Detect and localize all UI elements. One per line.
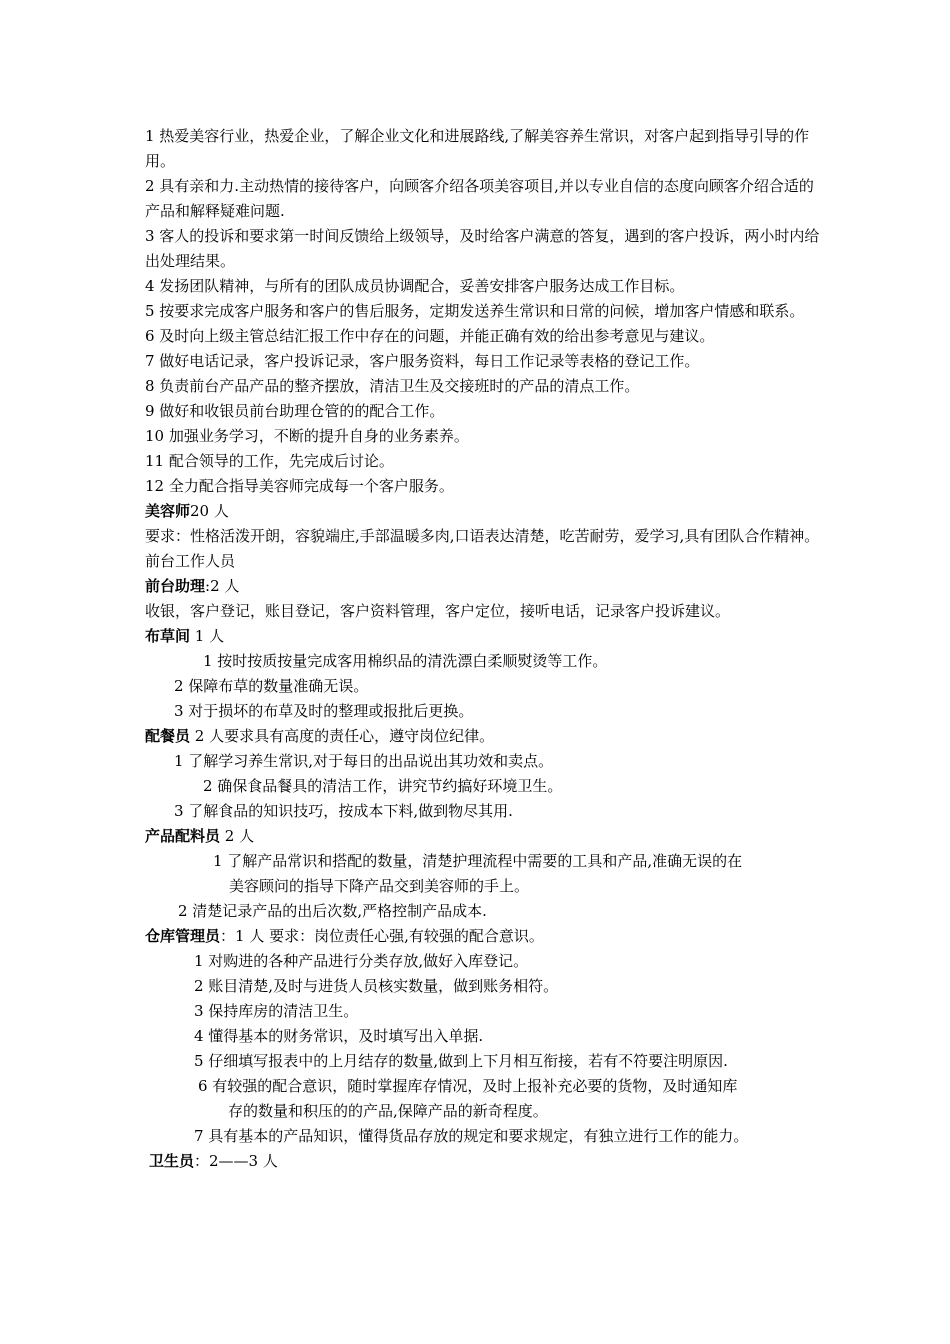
product-item-2: 2 清楚记录产品的出后次数,严格控制产品成本. — [178, 902, 487, 920]
linen-item-3: 3 对于损坏的布草及时的整理或报批后更换。 — [174, 702, 474, 720]
meal-item-2: 2 确保食品餐具的清洁工作，讲究节约搞好环境卫生。 — [203, 777, 563, 795]
warehouse-count: ：1 人 要求：岗位责任心强,有较强的配合意识。 — [220, 927, 544, 945]
duty-item-7: 7 做好电话记录，客户投诉记录，客户服务资料，每日工作记录等表格的登记工作。 — [145, 352, 700, 370]
front-assistant-heading — [145, 574, 825, 599]
warehouse-item-7: 7 具有基本的产品知识，懂得货品存放的规定和要求规定，有独立进行工作的能力。 — [194, 1127, 749, 1145]
duty-item-12: 12 全力配合指导美容师完成每一个客户服务。 — [145, 477, 454, 495]
meal-heading — [145, 724, 825, 749]
warehouse-title: 仓库管理员 — [145, 927, 221, 945]
linen-item-1: 1 按时按质按量完成客用棉织品的清洗漂白柔顺熨烫等工作。 — [203, 652, 608, 670]
duty-item-9: 9 做好和收银员前台助理仓管的的配合工作。 — [145, 402, 445, 420]
beautician-count: 20 人 — [190, 502, 229, 520]
warehouse-item-3: 3 保持库房的清洁卫生。 — [194, 1002, 359, 1020]
linen-heading — [145, 624, 825, 649]
duty-item-11: 11 配合领导的工作，先完成后讨论。 — [145, 452, 394, 470]
beautician-requirement: 要求：性格活泼开朗，容貌端庄,手部温暖多肉,口语表达清楚，吃苦耐劳，爱学习,具有团队合作精神。 — [145, 527, 820, 545]
warehouse-item-4: 4 懂得基本的财务常识，及时填写出入单据. — [194, 1027, 484, 1045]
duty-item-8: 8 负责前台产品产品的整齐摆放，清洁卫生及交接班时的产品的清点工作。 — [145, 377, 640, 395]
beautician-title: 美容师 — [145, 502, 191, 520]
duty-item-2: 2 具有亲和力.主动热情的接待客户，向顾客介绍各项美容项目,并以专业自信的态度向顾客介绍合适的产品和解释疑难问题. — [145, 177, 814, 220]
meal-item-3: 3 了解食品的知识技巧，按成本下料,做到物尽其用. — [174, 802, 513, 820]
product-item-1-line-1: 1 了解产品常识和搭配的数量，清楚护理流程中需要的工具和产品,准确无误的在 — [213, 852, 743, 870]
duty-item-10: 10 加强业务学习，不断的提升自身的业务素养。 — [145, 427, 469, 445]
warehouse-item-2: 2 账目清楚,及时与进货人员核实数量，做到账务相符。 — [194, 977, 559, 995]
warehouse-item-6-line-1: 6 有较强的配合意识，随时掌握库存情况，及时上报补充必要的货物，及时通知库 — [198, 1077, 738, 1095]
meal-item-1: 1 了解学习养生常识,对于每日的出品说出其功效和卖点。 — [174, 752, 554, 770]
sanitation-count: ：2——3 人 — [194, 1152, 278, 1170]
linen-title: 布草间 — [145, 627, 191, 645]
duty-item-4: 4 发扬团队精神，与所有的团队成员协调配合，妥善安排客户服务达成工作目标。 — [145, 277, 685, 295]
duty-item-1: 1 热爱美容行业，热爱企业，了解企业文化和进展路线,了解美容养生常识，对客户起到指导引导的作用。 — [145, 127, 810, 170]
front-assistant-desc: 收银，客户登记，账目登记，客户资料管理，客户定位，接听电话，记录客户投诉建议。 — [145, 602, 731, 620]
sanitation-heading — [145, 1149, 825, 1174]
product-count: 2 人 — [220, 827, 255, 845]
document-body — [145, 124, 825, 1174]
meal-title: 配餐员 — [145, 727, 191, 745]
product-heading — [145, 824, 825, 849]
warehouse-item-5: 5 仔细填写报表中的上月结存的数量,做到上下月相互衔接，若有不符要注明原因. — [194, 1052, 728, 1070]
linen-item-2: 2 保障布草的数量准确无误。 — [174, 677, 369, 695]
duty-item-5: 5 按要求完成客户服务和客户的售后服务，定期发送养生常识和日常的问候，增加客户情感和联系。 — [145, 302, 805, 320]
sanitation-title: 卫生员 — [149, 1152, 195, 1170]
warehouse-heading — [145, 924, 825, 949]
linen-count: 1 人 — [190, 627, 225, 645]
product-item-1-line-2: 美容顾问的指导下降产品交到美容师的手上。 — [229, 877, 530, 895]
front-assistant-title: 前台助理 — [145, 577, 206, 595]
duty-item-3: 3 客人的投诉和要求第一时间反馈给上级领导，及时给客户满意的答复，遇到的客户投诉，两小时内给出处理结果。 — [145, 227, 820, 270]
warehouse-item-1: 1 对购进的各种产品进行分类存放,做好入库登记。 — [194, 952, 529, 970]
warehouse-item-6-line-2: 存的数量和积压的的产品,保障产品的新奇程度。 — [228, 1102, 548, 1120]
beautician-heading — [145, 499, 825, 524]
front-staff-label: 前台工作人员 — [145, 552, 236, 570]
front-assistant-count: :2 人 — [205, 577, 240, 595]
meal-count: 2 人要求具有高度的责任心，遵守岗位纪律。 — [190, 727, 495, 745]
product-title: 产品配料员 — [145, 827, 221, 845]
duty-item-6: 6 及时向上级主管总结汇报工作中存在的问题，并能正确有效的给出参考意见与建议。 — [145, 327, 715, 345]
